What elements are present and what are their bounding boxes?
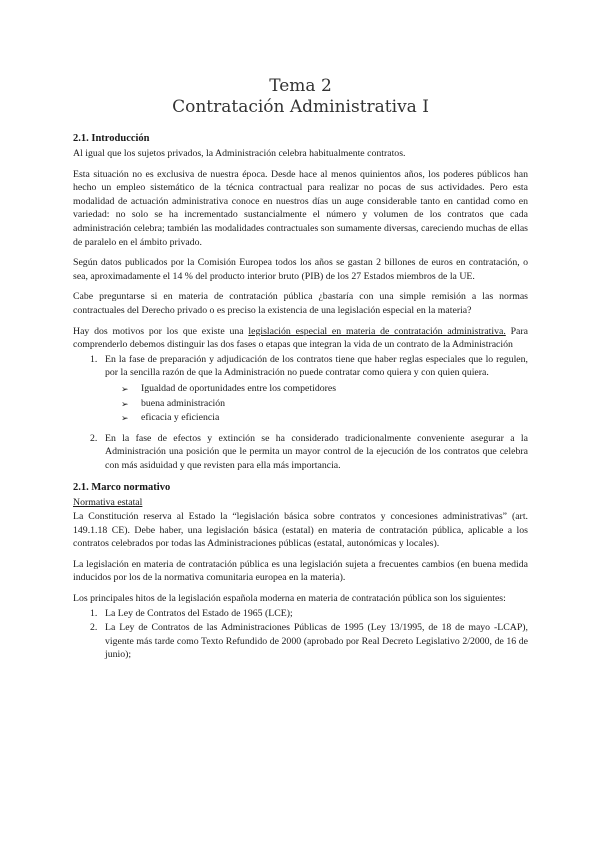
paragraph: Hay dos motivos por los que existe una legislación especial en materia de contratación administrativa. Para comprenderlo debemos distinguir las dos fases o etapas que integran la vida de un contrato de la Administración [73, 325, 528, 351]
document-title: Contratación Administrativa I [172, 97, 429, 117]
section-heading-marco-normativo: 2.1. Marco normativo [73, 482, 171, 494]
subheading-normativa-estatal: Normativa estatal [73, 497, 143, 509]
tema-label: Tema 2 [269, 76, 332, 96]
sub-list-item: ➢ eficacia y eficiencia [121, 411, 528, 426]
paragraph: Según datos publicados por la Comisión Europea todos los años se gastan 2 billones de euros en contratación, o sea, aproximadamente el 14 % del producto interior bruto (PIB) de los 27 Estados miembros de la UE. [73, 257, 528, 282]
arrow-bullet-icon: ➢ [121, 413, 129, 424]
motivos-list [73, 353, 528, 473]
paragraph: Al igual que los sujetos privados, la Administración celebra habitualmente contratos. [73, 148, 406, 159]
paragraph: Cabe preguntarse si en materia de contratación pública ¿bastaría con una simple remisión a las normas contractuales del Derecho privado o es preciso la existencia de una legislación especial en la materia? [73, 291, 528, 316]
sub-list-item: ➢ Igualdad de oportunidades entre los competidores [121, 382, 528, 397]
document-page [73, 0, 528, 663]
paragraph: Los principales hitos de la legislación española moderna en materia de contratación pública son los siguientes: [73, 593, 506, 605]
paragraph: La Constitución reserva al Estado la “legislación básica sobre contratos y concesiones administrativas” (art. 149.1.18 CE). Debe haber, una legislación básica (estatal) en materia de contratación pública, aplicable a los contratos celebrados por todas las Administraciones públicas (estatal, autonómicas y locales). [73, 511, 528, 550]
arrow-bullet-icon: ➢ [121, 398, 129, 409]
list-item: 2. La Ley de Contratos de las Administraciones Públicas de 1995 (Ley 13/1995, de 18 de mayo -LCAP), vigente más tarde como Texto Refundido de 2000 (aprobado por Real Decreto Legislativo 2/2000, de 16 de junio); [90, 622, 528, 661]
sub-list [105, 382, 528, 426]
underlined-text: legislación especial en materia de contratación administrativa. [248, 325, 506, 337]
section-heading-introduccion: 2.1. Introducción [73, 133, 150, 144]
sub-list-item: ➢ buena administración [121, 397, 528, 412]
list-item: 1. La Ley de Contratos del Estado de 1965 (LCE); [90, 607, 293, 619]
arrow-bullet-icon: ➢ [121, 383, 129, 394]
hitos-list [73, 607, 528, 662]
list-item: 1. En la fase de preparación y adjudicación de los contratos tiene que haber reglas especiales que lo regulen, por la sencilla razón de que la Administración no puede contratar como quiera y con quien quiera. ➢ Igualdad de oportunidades entre los competidores ➢ buena administración ➢ eficacia y eficiencia [73, 353, 528, 426]
paragraph: La legislación en materia de contratación pública es una legislación sujeta a frecuentes cambios (en buena medida inducidos por los de la normativa comunitaria europea en la materia). [73, 558, 528, 584]
list-item: 2. En la fase de efectos y extinción se ha considerado tradicionalmente conveniente asegurar a la Administración una posición que le permita un mayor control de la ejecución de los contratos que celebra con más asiduidad y que revisten para ella más importancia. [90, 432, 528, 471]
paragraph: Esta situación no es exclusiva de nuestra época. Desde hace al menos quinientos años, los poderes públicos han hecho un empleo sistemático de la técnica contractual para realizar no pocas de sus actividades. Pero esta modalidad de actuación administrativa conoce en nuestros días un auge considerable tanto en cantidad como en variedad: no solo se ha incrementado sustancialmente el número y volumen de los contratos que cada administración celebra; también las modalidades contractuales son sumamente diversas, careciendo muchas de ellas de paralelo en el ámbito privado. [73, 168, 528, 248]
